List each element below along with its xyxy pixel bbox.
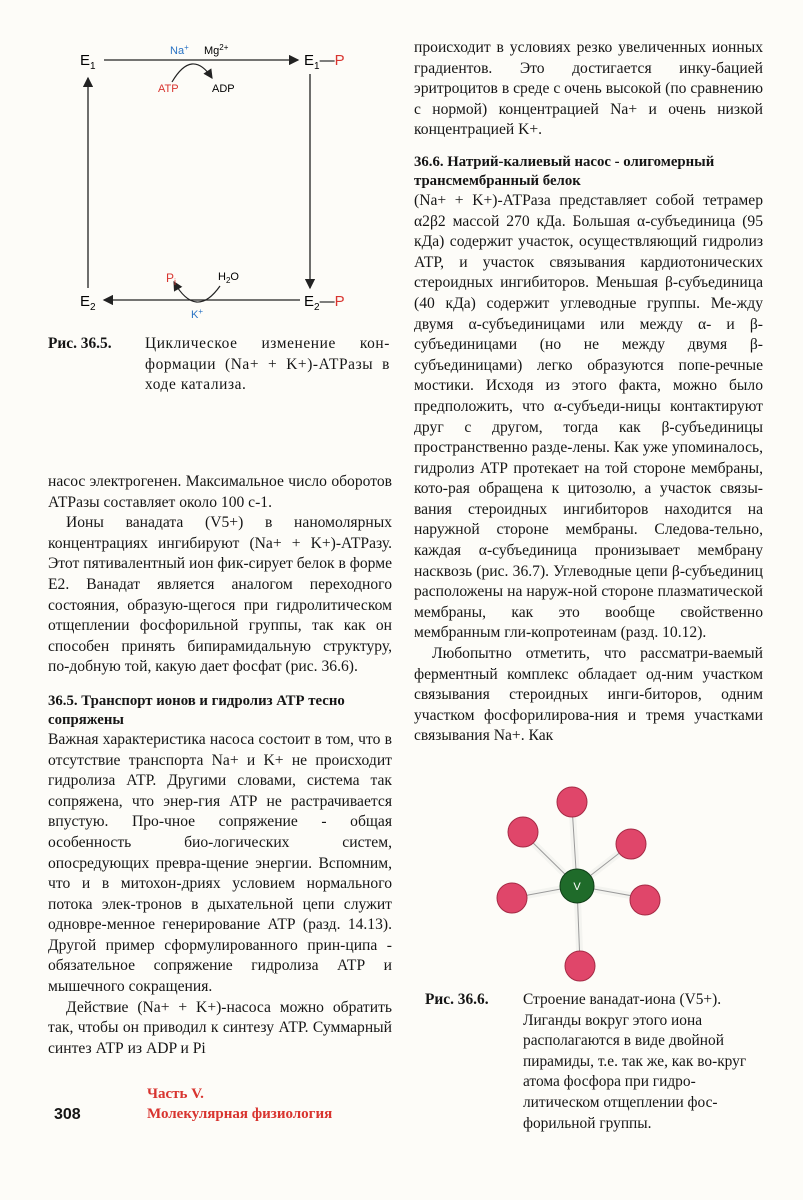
ligand-atom: [630, 885, 660, 915]
ligand-atom: [616, 829, 646, 859]
paragraph: насос электрогенен. Максимальное число оборотов АТРазы составляет около 100 с-1.: [48, 473, 392, 511]
figure-36-5-caption: [48, 334, 388, 398]
paragraph: Действие (Na+ + K+)-насоса можно обратить так, чтобы он приводил к синтезу АТР. Суммарный синтез АТР из ADP и Pi: [48, 998, 392, 1057]
curve-h2o-pi: [174, 282, 220, 302]
label-h2o: $H_2O$: [218, 271, 239, 285]
ligand-atom: [565, 951, 595, 981]
node-e2: $E_2$: [80, 293, 96, 313]
ligand-atom: [508, 817, 538, 847]
node-e2p: $E_2—P$: [304, 293, 345, 313]
footer-part: Часть V.: [147, 1086, 204, 1102]
figure-36-5-diagram: [70, 38, 370, 328]
label-pi: $P_i$: [166, 271, 177, 287]
caption-text: Циклическое изменение кон-формации (Na+ + K+)-АТРазы в ходе катализа.: [145, 335, 390, 394]
caption-label: Рис. 36.5.: [48, 335, 112, 352]
running-footer: [147, 1084, 332, 1124]
ligand-atom: [497, 883, 527, 913]
left-column: [48, 472, 392, 1059]
curve-atp-adp: [172, 64, 212, 82]
label-na: Na+: [170, 43, 189, 57]
paragraph: Ионы ванадата (V5+) в наномолярных концентрациях ингибируют (Na+ + K+)-АТРазу. Этот пятивалентный ион фик-сирует белок в форме E2. Ванадат является аналогом переходного состояния, образую-щегося при гидролитическом отщеплении фосфорильной группы, так как он способен принять бипирамидальную структуру, по-добную той, какую дает фосфат (рис. 36.6).: [48, 514, 392, 676]
page-number: 308: [54, 1106, 81, 1123]
section-heading: 36.5. Транспорт ионов и гидролиз АТР тесно сопряжены: [48, 692, 345, 728]
label-mg: $Mg^{2+}$: [204, 43, 229, 57]
node-e1p: $E_1—P$: [304, 52, 345, 72]
ligand-atom: [557, 787, 587, 817]
label-k: K+: [191, 307, 204, 321]
footer-title: Молекулярная физиология: [147, 1106, 333, 1122]
paragraph: Важная характеристика насоса состоит в том, что в отсутствие транспорта Na+ и K+ не происходит гидролиза АТР. Другими словами, система так сопряжена, что энер-гия АТР не растрачивается впустую. Про-чное сопряжение - общая особенность био-логических систем, опосредующих превра-щение энергии. Вспомним, что и в митохон-дриях условием нормального потока элек-тронов в дыхательной цепи служит одновре-менное генерирование АТР (разд. 14.13). Другой пример сформулированного прин-ципа - обязательное сопряжение гидролиза АТР и мышечного сокращения.: [48, 730, 392, 996]
figure-36-6-molecule: [490, 780, 680, 985]
label-atp: ATP: [158, 83, 179, 95]
figure-36-6-caption: [425, 990, 765, 1130]
label-adp: ADP: [212, 83, 235, 95]
right-column: [414, 38, 763, 747]
paragraph: происходит в условиях резко увеличенных ионных градиентов. Это достигается инку-бацией эритроцитов в среде с очень высокой (по сравнению с нормой) концентрацией Na+ и очень низкой концентрацией K+.: [414, 39, 763, 139]
node-e1: $E_1$: [80, 52, 96, 72]
caption-text: Строение ванадат-иона (V5+). Лиганды вокруг этого иона располагаются в виде двойной пирамиды, т.е. так же, как во-круг атома фосфора при гидро-литическом отщеплении фос-форильной группы.: [523, 991, 747, 1132]
section-heading: 36.6. Натрий-калиевый насос - олигомерный трансмембранный белок: [414, 153, 715, 189]
paragraph: (Na+ + K+)-АТРаза представляет собой тетрамер α2β2 массой 270 кДа. Большая α-субъединица (95 кДа) содержит участок, осуществляющий гидролиз АТР, и участок связывания кардиотонических стероидных ингибиторов. Меньшая β-субъединица (40 кДа) содержит углеводные группы. Ме-жду двумя α-субъединицами или между α- и β-субъединицами (но не между двумя β-субъединицами) легко образуются попе-речные мостики. Исходя из этого факта, можно было предположить, что α-субъеди-ницы контактируют друг с другом, тогда как β-субъединицы пространственно разде-лены. Как уже упоминалось, гидролиз АТР протекает на той стороне мембраны, кото-рая обращена к цитозолю, а участок связы-вания стероидных ингибиторов находится на наружной стороне мембраны. Следова-тельно, каждая α-субъединица пронизывает мембрану насквозь (рис. 36.7). Углеводные цепи β-субъединиц расположены на наруж-ной стороне плазматической мембраны, как это вообще свойственно мембранным гли-копротеинам (разд. 10.12).: [414, 191, 763, 642]
caption-label: Рис. 36.6.: [425, 991, 489, 1008]
vanadium-label: V: [573, 881, 581, 893]
paragraph: Любопытно отметить, что рассматри-ваемый ферментный комплекс обладает од-ним участком связывания стероидных инги-биторов, одним участком фосфорилирова-ния и тремя участками связывания Na+. Как: [414, 645, 763, 745]
